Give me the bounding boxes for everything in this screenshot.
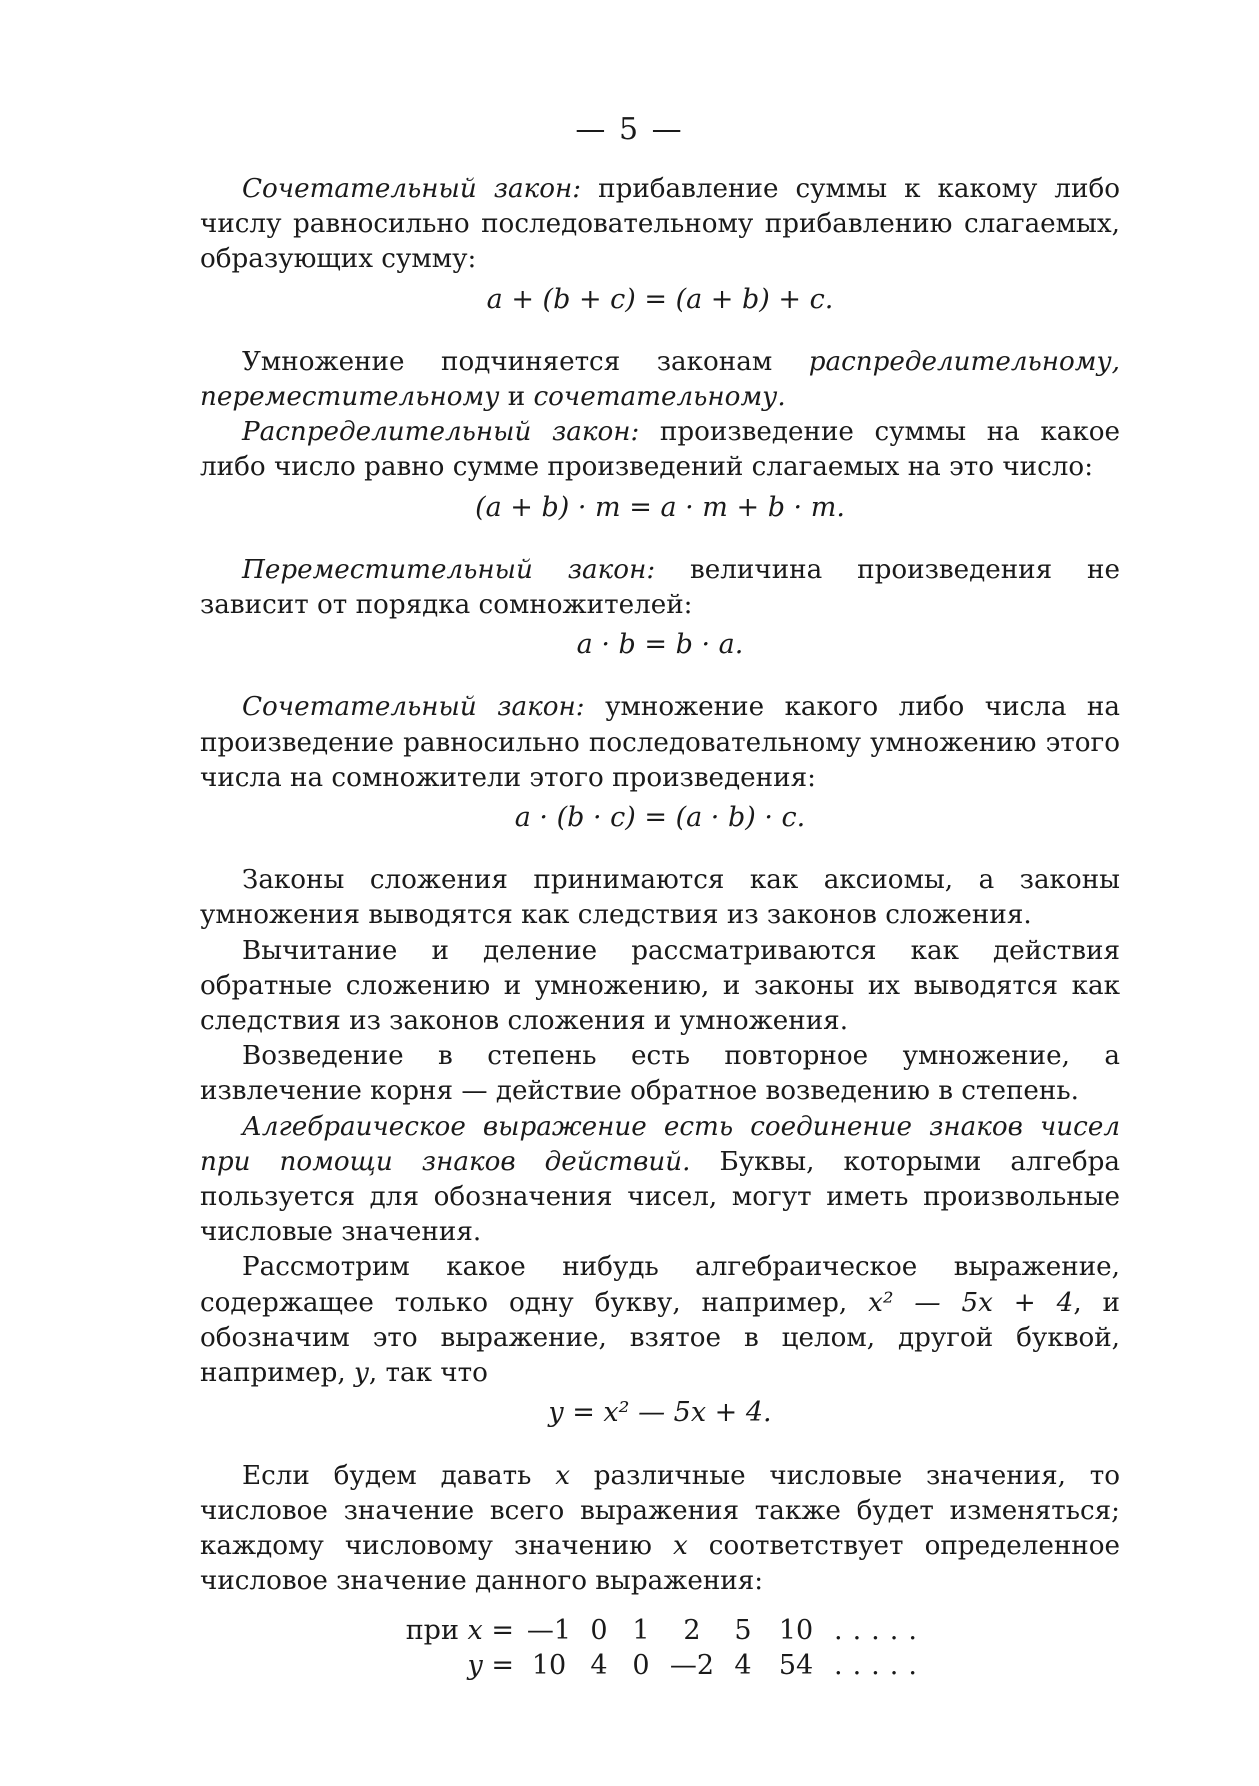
paragraph-text: прибавление суммы к какому либо числу равносильно последовательному прибавлению слагаемых, образующих сумму: <box>200 174 1120 275</box>
paragraph-example-expression <box>200 1250 1120 1391</box>
table-cell: ..... <box>834 1615 927 1647</box>
label-equals: = <box>482 1615 514 1647</box>
paragraph-multiplication-laws <box>200 345 1120 415</box>
table-cell: —2 <box>669 1650 715 1682</box>
paragraph-text: , так что <box>368 1358 488 1389</box>
term-associative-law: Сочетательный закон: <box>242 174 582 204</box>
table-cell: 54 <box>778 1650 814 1682</box>
table-row-x <box>200 1613 1120 1648</box>
term-laws-list: распределительному, переместительному <box>200 346 1120 413</box>
term-associative: сочетательному. <box>533 382 786 413</box>
paragraph-associative-multiplication <box>200 690 1120 796</box>
row-label-y <box>200 1648 520 1683</box>
paragraph-text: Рассмотрим какое нибудь алгебраическое выражение, содержащее только одну букву, например, <box>200 1252 1120 1318</box>
paragraph-text: различные числовые значения, то числовое значение всего выражения также будет изменяться; каждому числовому значению <box>200 1460 1120 1561</box>
term-commutative-law: Переместительный закон: <box>242 554 656 585</box>
formula-y-definition: y = x² — 5x + 4. <box>548 1397 772 1429</box>
formula-associative-addition: a + (b + c) = (a + b) + c. <box>486 283 834 315</box>
paragraph-commutative <box>200 553 1120 623</box>
paragraph-axioms: Законы сложения принимаются как аксиомы, а законы умножения выводятся как следствия из законов сложения. <box>200 865 1120 931</box>
label-variable: x <box>467 1615 483 1647</box>
paragraph-values <box>200 1459 1120 1600</box>
paragraph-text: соответствует определенное числовое значение данного выражения: <box>200 1530 1120 1597</box>
term-associative-law: Сочетательный закон: <box>242 692 585 723</box>
value-table <box>200 1613 1120 1683</box>
table-cell: 5 <box>734 1615 752 1647</box>
table-cell: 0 <box>632 1650 650 1682</box>
table-cell: 0 <box>590 1615 608 1647</box>
inline-variable-y: y <box>354 1358 369 1389</box>
formula-distributive: (a + b) · m = a · m + b · m. <box>475 491 845 523</box>
paragraph-text: умножение какого либо числа на произведение равносильно последовательному умножению этого числа на сомножители этого произведения: <box>200 692 1120 793</box>
paragraph-algebraic-expression <box>200 1110 1120 1251</box>
paragraph-text: произведение суммы на какое либо число равно сумме произведений слагаемых на это число: <box>200 417 1120 483</box>
paragraph-text: Если будем давать <box>242 1460 556 1491</box>
table-cell: 10 <box>531 1650 567 1682</box>
paragraph-text: и <box>499 382 534 413</box>
paragraph-text: величина произведения не зависит от порядка сомножителей: <box>200 554 1120 621</box>
paragraph-text: , и обозначим это выражение, взятое в целом, другой буквой, например, <box>200 1287 1121 1389</box>
table-cell: 2 <box>683 1615 701 1647</box>
table-cell: ..... <box>834 1650 927 1682</box>
paragraph-text: Умножение подчиняется законам <box>242 346 809 377</box>
table-cell: 1 <box>632 1615 650 1647</box>
label-prefix: при <box>405 1615 468 1647</box>
formula-commutative: a · b = b · a. <box>576 629 744 661</box>
paragraph-text: Буквы, которыми алгебра пользуется для обозначения чисел, могут иметь произвольные числовые значения. <box>200 1146 1120 1248</box>
paragraph-exponentiation: Возведение в степень есть повторное умножение, а извлечение корня — действие обратное возведению в степень. <box>200 1041 1120 1107</box>
table-cell: —1 <box>526 1615 572 1647</box>
row-label-x <box>200 1613 520 1648</box>
inline-variable-x: x <box>672 1530 688 1561</box>
term-algebraic-expression: Алгебраическое выражение есть соединение знаков чисел при помощи знаков действий. <box>200 1111 1120 1177</box>
inline-expression: x² — 5x + 4 <box>868 1287 1074 1318</box>
label-variable: y <box>467 1650 483 1682</box>
table-cell: 4 <box>734 1650 752 1682</box>
term-distributive-law: Распределительный закон: <box>242 417 640 448</box>
page-body <box>200 172 1120 1683</box>
page-number: — 5 — <box>575 112 684 147</box>
table-row-y <box>200 1648 1120 1683</box>
paragraph-associative-addition <box>200 172 1120 278</box>
inline-variable-x: x <box>555 1460 570 1491</box>
paragraph-distributive <box>200 415 1120 485</box>
formula-associative-multiplication: a · (b · c) = (a · b) · c. <box>514 802 806 834</box>
label-equals: = <box>482 1650 514 1682</box>
table-cell: 4 <box>590 1650 608 1682</box>
paragraph-inverse-operations: Вычитание и деление рассматриваются как действия обратные сложению и умножению, и законы их выводятся как следствия из законов сложения и умножения. <box>200 935 1120 1037</box>
table-cell: 10 <box>778 1615 814 1647</box>
